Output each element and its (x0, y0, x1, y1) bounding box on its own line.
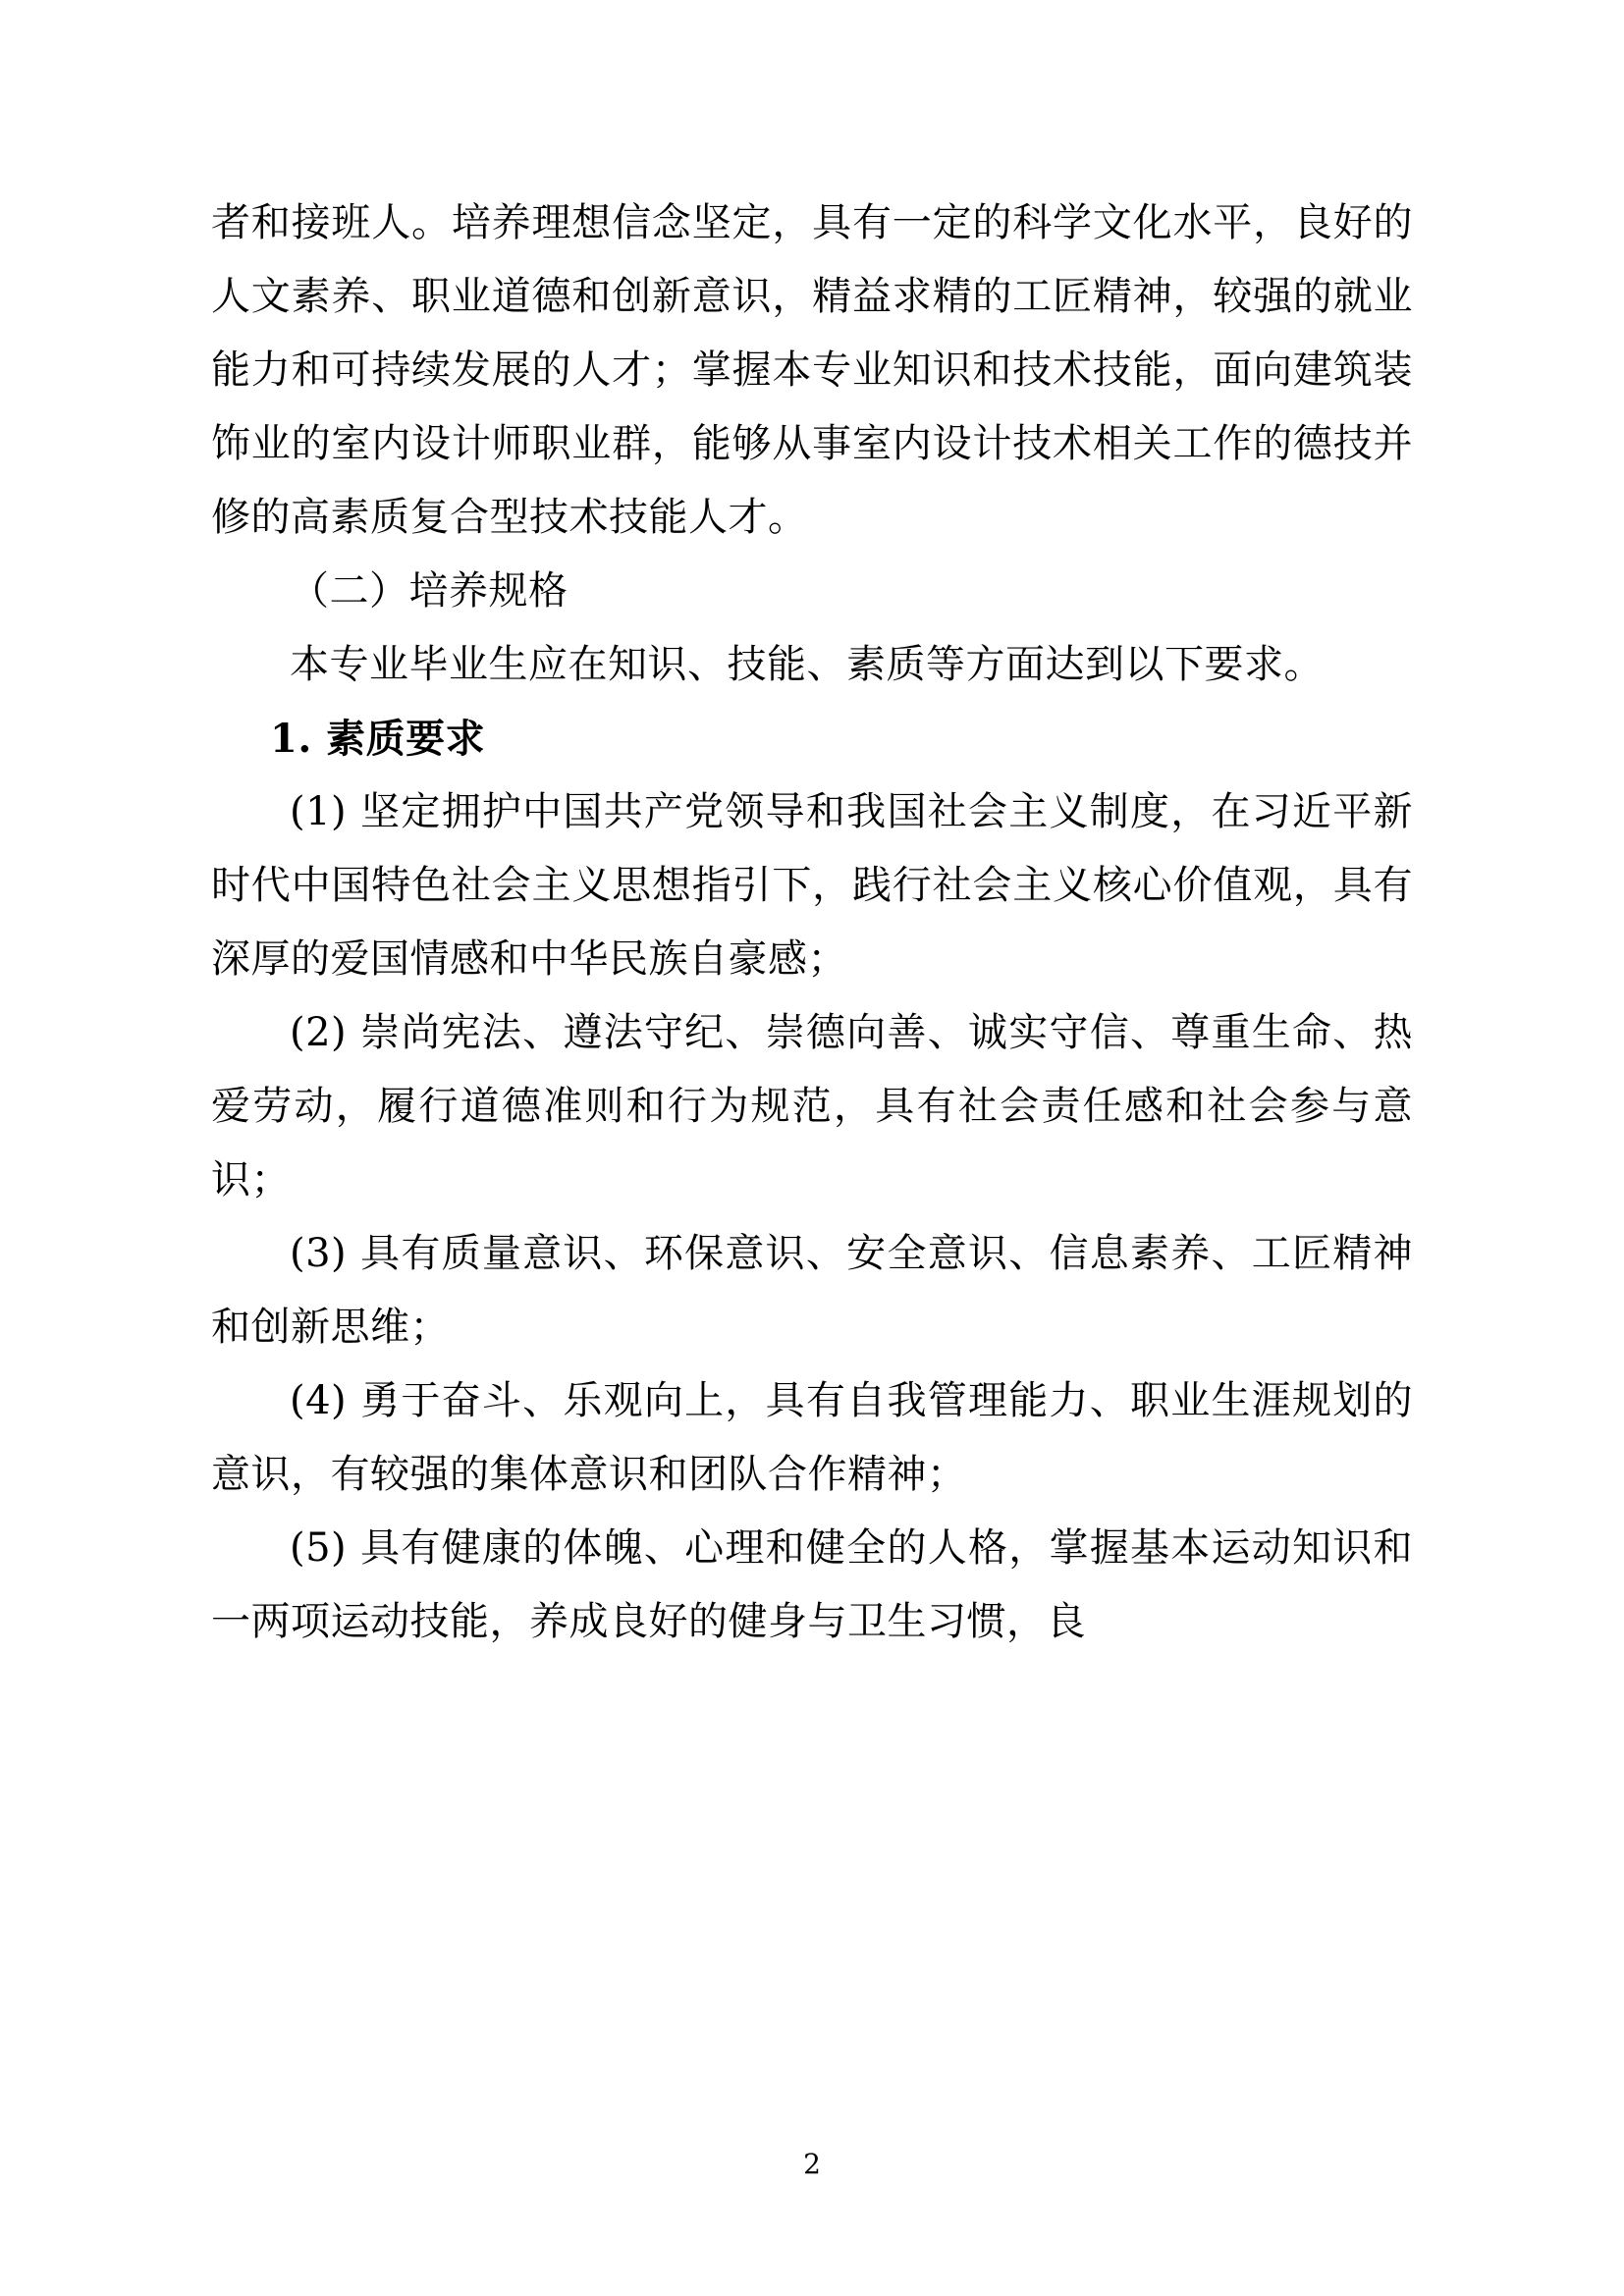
page-number: 2 (803, 2148, 821, 2180)
list-item-4: (4) 勇于奋斗、乐观向上，具有自我管理能力、职业生涯规划的意识，有较强的集体意识和团队合作精神； (211, 1378, 1413, 1497)
paragraph-graduate-requirements: 本专业毕业生应在知识、技能、素质等方面达到以下要求。 (290, 642, 1324, 687)
paragraph-continued-goal: 者和接班人。培养理想信念坚定，具有一定的科学文化水平，良好的人文素养、职业道德和创新意识，精益求精的工匠精神，较强的就业能力和可持续发展的人才；掌握本专业知识和技术技能，面向建筑装饰业的室内设计师职业群，能够从事室内设计技术相关工作的德技并修的高素质复合型技术技能人才。 (211, 200, 1413, 540)
list-item-1: (1) 坚定拥护中国共产党领导和我国社会主义制度，在习近平新时代中国特色社会主义思想指引下，践行社会主义核心价值观，具有深厚的爱国情感和中华民族自豪感； (211, 789, 1413, 982)
list-item-5: (5) 具有健康的体魄、心理和健全的人格，掌握基本运动知识和一两项运动技能，养成良好的健身与卫生习惯，良 (211, 1525, 1413, 1644)
page-body (211, 187, 1413, 1659)
list-item-3: (3) 具有质量意识、环保意识、安全意识、信息素养、工匠精神和创新思维； (211, 1231, 1413, 1350)
list-item-2: (2) 崇尚宪法、遵法守纪、崇德向善、诚实守信、尊重生命、热爱劳动，履行道德准则和行为规范，具有社会责任感和社会参与意识； (211, 1010, 1413, 1202)
subheading-quality-requirements: 1. 素质要求 (270, 716, 486, 762)
section-heading-two: （二）培养规格 (290, 568, 568, 614)
